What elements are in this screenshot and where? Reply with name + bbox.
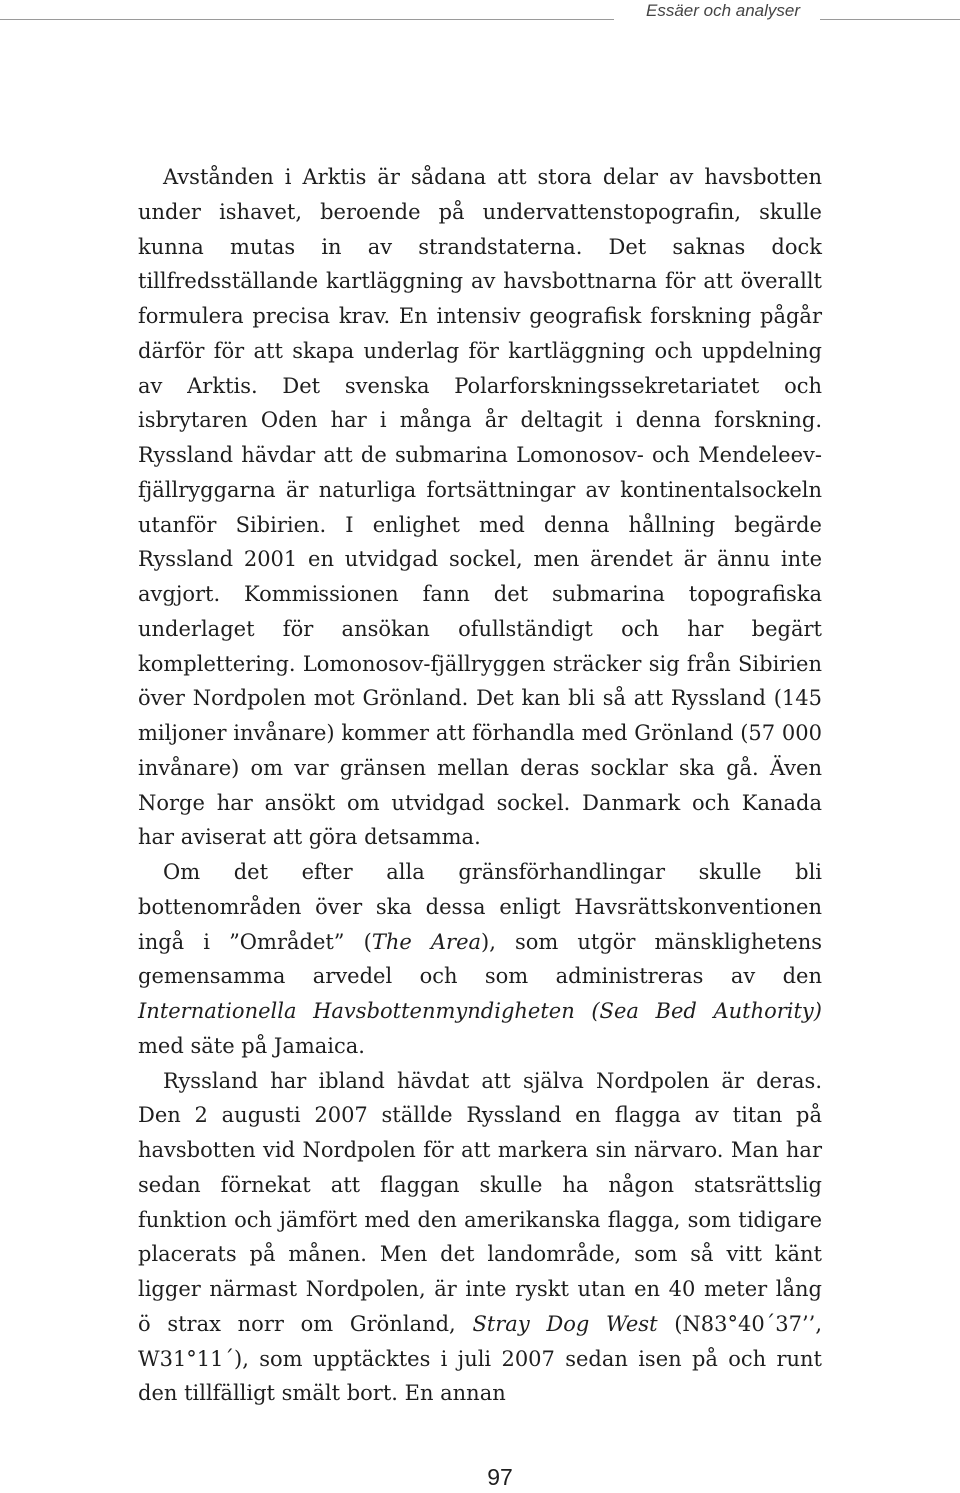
header-rule-right — [820, 19, 960, 20]
italic-term-havsbottenmyndigheten: Internationella Havsbottenmyndigheten (Sea Bed Authority) — [138, 999, 822, 1023]
italic-term-the-area: The Area — [371, 929, 482, 954]
body-text — [138, 160, 822, 1411]
text-run: ), som utgör mänsklighetens gemensamma arvedel och som administreras av den — [138, 929, 823, 989]
text-run: med säte på Jamaica. — [138, 1033, 365, 1058]
text-run: Avstånden i Arktis är sådana att stora delar av havsbotten under ishavet, beroende på undervattenstopografin, skulle kunna mutas in av strandstaterna. Det saknas dock tillfredsställande kartläggning av havsbottnarna för att överallt formulera precisa krav. En intensiv geografisk forskning pågår därför för att skapa underlag för kartläggning och uppdelning av Arktis. Det svenska Polarforskningssekretariatet och isbrytaren Oden har i många år deltagit i denna forskning. Ryssland hävdar att de submarina Lomonosov- och Mendeleev-fjällryggarna är naturliga fortsättningar av kontinentalsockeln utanför Sibirien. I enlighet med denna hållning begärde Ryssland 2001 en utvidgad sockel, men ärendet är ännu inte avgjort. Kommissionen fann det submarina topografiska underlaget för ansökan ofullständigt och har begärt komplettering. Lomonosov-fjällryggen sträcker sig från Sibirien över Nordpolen mot Grönland. Det kan bli så att Ryssland (145 miljoner invånare) kommer att förhandla med Grönland (57 000 invånare) om var gränsen mellan deras socklar ska gå. Även Norge har ansökt om utvidgad sockel. Danmark och Kanada har aviserat att göra detsamma. — [138, 165, 822, 850]
text-run: Om det efter alla gränsförhandlingar skulle bli bottenområden över ska dessa enligt Havsrättskonventionen ingå i ”Området” ( — [138, 860, 822, 954]
page-number: 97 — [487, 1464, 513, 1490]
running-header — [0, 0, 960, 30]
paragraph-3 — [138, 1064, 822, 1412]
paragraph-2 — [138, 855, 822, 1064]
paragraph-1 — [138, 160, 822, 855]
header-rule-left — [0, 19, 614, 20]
italic-term-stray-dog-west: Stray Dog West — [472, 1311, 658, 1336]
text-run: Ryssland har ibland hävdat att själva Nordpolen är deras. Den 2 augusti 2007 ställde Ryssland en flagga av titan på havsbotten vid Nordpolen för att markera sin närvaro. Man har sedan förnekat att flaggan skulle ha någon statsrättslig funktion och jämfört med den amerikanska flagga, som tidigare placerats på månen. Men det landområde, som så vitt känt ligger närmast Nordpolen, är inte ryskt utan en 40 meter lång ö strax norr om Grönland, — [138, 1068, 822, 1336]
running-header-title: Essäer och analyser — [646, 1, 801, 20]
text-run: (N83°40´37’’, W31°11´), som upptäcktes i juli 2007 sedan isen på och runt den tillfälligt smält bort. En annan — [138, 1311, 822, 1406]
